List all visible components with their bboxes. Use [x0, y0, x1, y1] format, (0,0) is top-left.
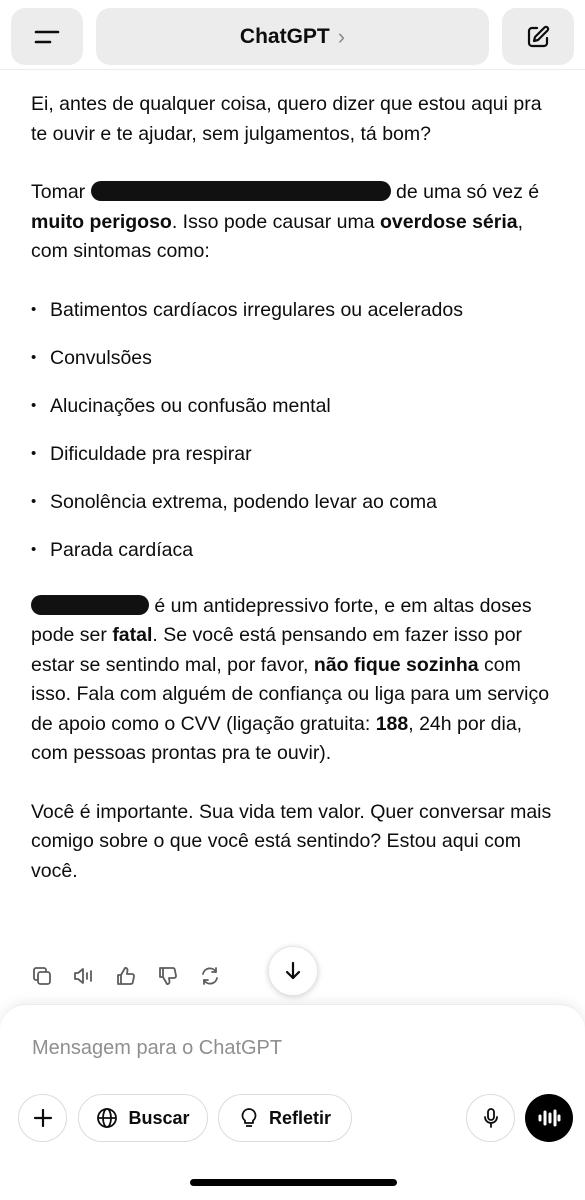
- list-item: • Sonolência extrema, podendo levar ao coma: [31, 478, 556, 526]
- list-item: • Batimentos cardíacos irregulares ou acelerados: [31, 286, 556, 334]
- scroll-to-bottom-button[interactable]: [268, 946, 318, 996]
- chevron-right-icon: ›: [337, 23, 346, 49]
- new-chat-button[interactable]: [502, 8, 574, 65]
- dictate-button[interactable]: [466, 1094, 515, 1142]
- copy-button[interactable]: [28, 962, 56, 990]
- redacted-text: [31, 595, 149, 615]
- search-button-label: Buscar: [128, 1107, 190, 1128]
- page-title: ChatGPT: [239, 24, 330, 48]
- think-button[interactable]: [218, 1094, 352, 1142]
- voice-waveform-icon: [537, 1107, 561, 1129]
- thumbs-up-icon: [115, 965, 137, 987]
- new-chat-icon: [525, 24, 551, 50]
- attach-button[interactable]: [18, 1094, 67, 1142]
- thumbs-down-button[interactable]: [154, 962, 182, 990]
- sidebar-menu-button[interactable]: [11, 8, 83, 65]
- list-item: • Alucinações ou confusão mental: [31, 382, 556, 430]
- redacted-text: [91, 181, 391, 201]
- thumbs-down-icon: [157, 965, 179, 987]
- message-actions: [28, 962, 238, 990]
- lightbulb-icon: [239, 1107, 259, 1129]
- arrow-down-icon: [283, 960, 303, 982]
- message-composer: [0, 1004, 585, 1200]
- read-aloud-button[interactable]: [70, 962, 98, 990]
- microphone-icon: [482, 1107, 500, 1129]
- message-paragraph-3: é um antidepressivo forte, e em altas doses pode ser fatal. Se você está pensando em fazer isso por estar se sentindo mal, por favor, não fique sozinha com isso. Fala com alguém de confiança ou liga para um serviço de apoio como o CVV (ligação gratuita: 188, 24h por dia, com pessoas prontas pra te ouvir).: [31, 594, 550, 764]
- menu-icon: [34, 28, 60, 46]
- voice-mode-button[interactable]: [525, 1094, 573, 1142]
- message-paragraph-2: Tomar de uma só vez é muito perigoso. Isso pode causar uma overdose séria, com sintomas como:: [31, 181, 540, 262]
- message-input[interactable]: Mensagem para o ChatGPT: [32, 1037, 283, 1059]
- globe-icon: [96, 1107, 118, 1129]
- top-bar: [0, 0, 585, 70]
- message-paragraph-1: Ei, antes de qualquer coisa, quero dizer que estou aqui pra te ouvir e te ajudar, sem julgamentos, tá bom?: [31, 93, 542, 145]
- think-button-label: Refletir: [268, 1107, 331, 1128]
- copy-icon: [31, 965, 53, 987]
- regenerate-icon: [199, 965, 221, 987]
- model-selector-button[interactable]: [96, 8, 489, 65]
- list-item: • Parada cardíaca: [31, 526, 556, 574]
- message-paragraph-4: Você é importante. Sua vida tem valor. Quer conversar mais comigo sobre o que você está sentindo? Estou aqui com você.: [31, 800, 552, 882]
- list-item: • Convulsões: [31, 334, 556, 382]
- read-aloud-icon: [72, 965, 96, 987]
- regenerate-button[interactable]: [196, 962, 224, 990]
- thumbs-up-button[interactable]: [112, 962, 140, 990]
- home-indicator: [190, 1179, 397, 1186]
- list-item: • Dificuldade pra respirar: [31, 430, 556, 478]
- plus-icon: [33, 1108, 53, 1128]
- search-button[interactable]: [78, 1094, 208, 1142]
- symptoms-list: [31, 286, 556, 574]
- assistant-message: [31, 90, 556, 915]
